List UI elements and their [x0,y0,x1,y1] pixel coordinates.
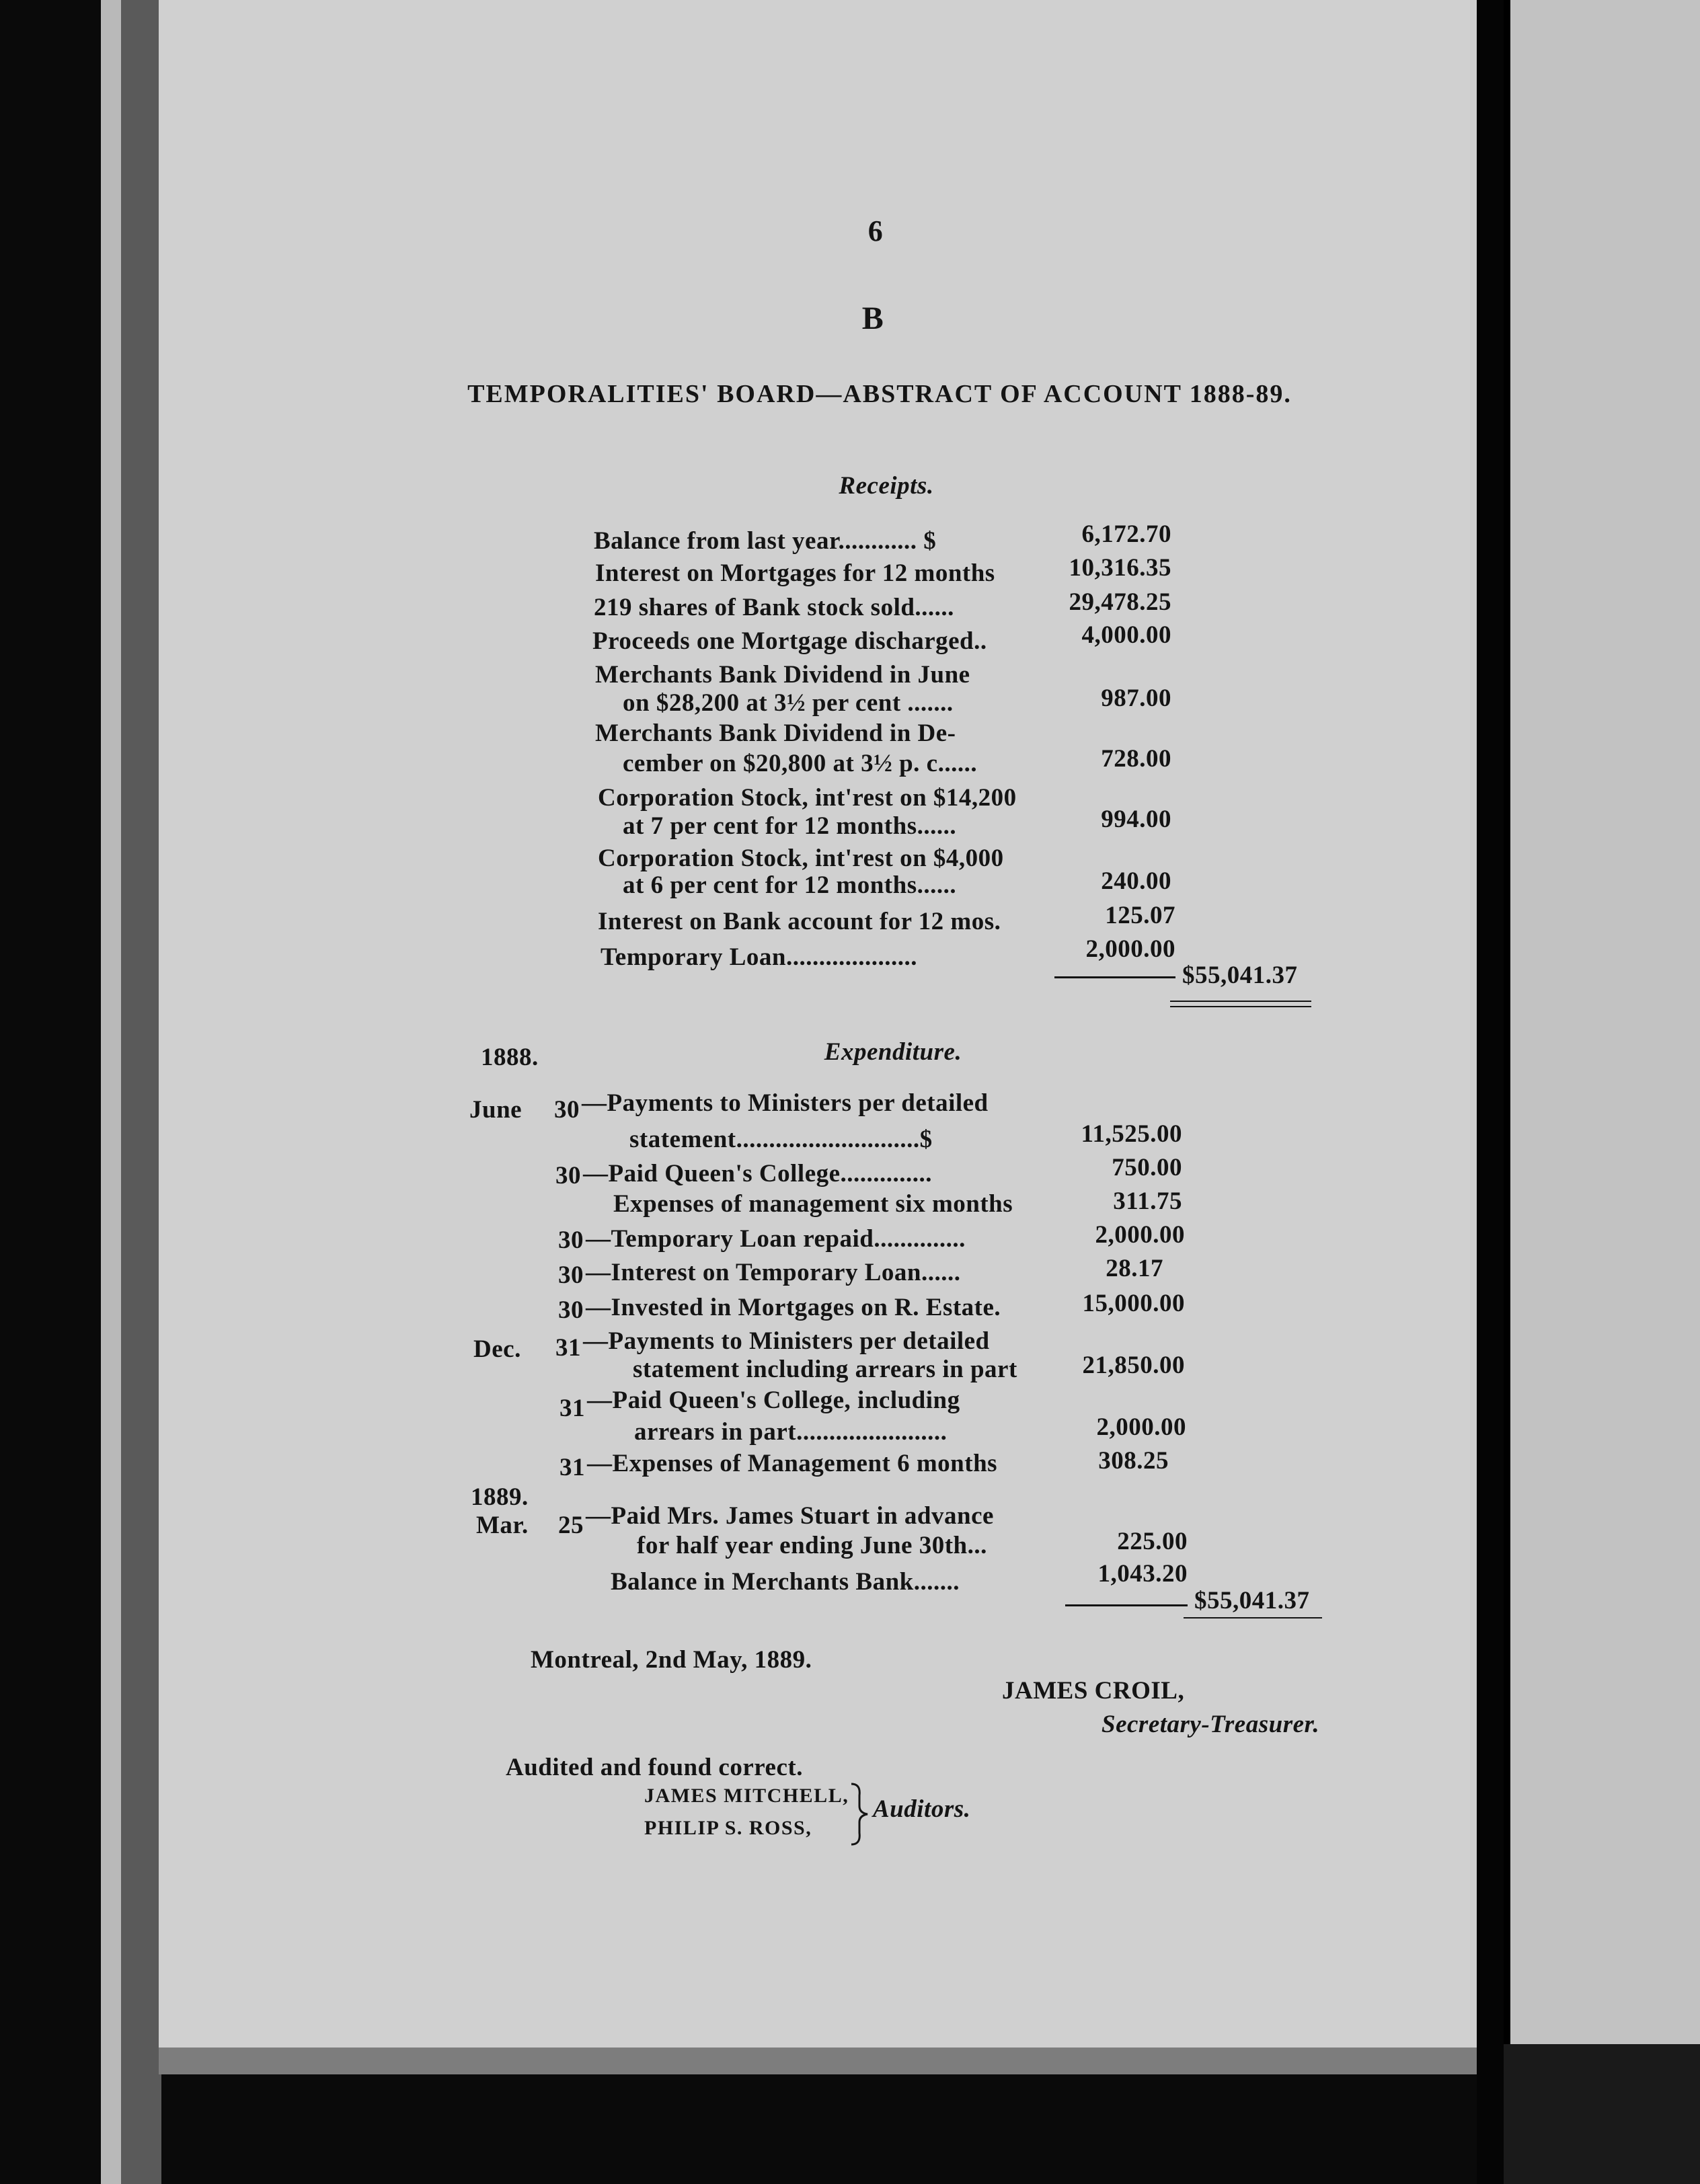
receipt-line-text: on $28,200 at 3½ per cent ....... [623,689,954,717]
expenditure-line-amount: 308.25 [1098,1447,1169,1475]
expenditure-line-amount: 21,850.00 [1082,1352,1185,1379]
page-bottom-edge [159,2048,1477,2074]
expenditure-line-text: arrears in part....................... [634,1418,948,1446]
expenditure-day: 30 [558,1226,584,1254]
expenditure-line-text: —Expenses of Management 6 months [587,1450,998,1477]
expenditure-line-text: —Paid Queen's College, including [587,1387,960,1414]
expenditure-line-amount: 11,525.00 [1081,1120,1182,1148]
expenditure-month: June [469,1096,523,1124]
receipt-line-text: Interest on Bank account for 12 mos. [598,908,1001,935]
expenditure-total-rule [1184,1617,1322,1618]
receipt-line-amount: 4,000.00 [1081,621,1171,649]
receipt-line-text: 219 shares of Bank stock sold...... [594,594,954,621]
expenditure-line-text: —Payments to Ministers per detailed [583,1327,990,1355]
receipts-heading: Receipts. [839,472,934,500]
expenditure-line-amount: 2,000.00 [1095,1221,1185,1249]
expenditure-year-1888: 1888. [481,1044,539,1071]
place-date: Montreal, 2nd May, 1889. [531,1646,812,1674]
expenditure-day: 25 [558,1512,584,1539]
receipt-line-text: Temporary Loan.................... [601,943,917,971]
expenditure-line-text: —Paid Queen's College.............. [583,1160,933,1187]
expenditure-line-text: statement including arrears in part [633,1356,1017,1383]
receipt-line-amount: 987.00 [1101,685,1171,712]
scan-left-margin [101,0,121,2184]
signatory-title: Secretary-Treasurer. [1102,1711,1320,1738]
receipt-line-amount: 6,172.70 [1081,520,1171,548]
expenditure-line-text: for half year ending June 30th... [637,1532,987,1559]
receipt-line-amount: 2,000.00 [1085,935,1175,963]
expenditure-year-1889: 1889. [471,1483,529,1511]
auditors-label: Auditors. [873,1795,971,1823]
receipt-line-amount: 125.07 [1105,902,1175,929]
auditor-name: PHILIP S. ROSS, [644,1817,812,1839]
expenditure-line-text: —Interest on Temporary Loan...... [586,1259,961,1286]
expenditure-line-amount: 311.75 [1113,1187,1182,1215]
expenditure-line-amount: 1,043.20 [1097,1560,1188,1588]
expenditure-month: Dec. [473,1335,521,1363]
audit-statement: Audited and found correct. [506,1754,803,1781]
expenditure-line-text: —Paid Mrs. James Stuart in advance [586,1502,994,1530]
receipt-line-text: Interest on Mortgages for 12 months [595,559,995,587]
receipts-subtotal-rule [1054,976,1175,978]
receipt-line-amount: 994.00 [1101,806,1171,833]
expenditure-heading: Expenditure. [824,1038,962,1066]
expenditure-line-text: —Temporary Loan repaid.............. [586,1225,966,1253]
expenditure-line-amount: 2,000.00 [1096,1413,1186,1441]
scan-right-shadow [1477,0,1504,2184]
expenditure-subtotal-rule [1065,1604,1188,1606]
receipt-line-text: Merchants Bank Dividend in De- [595,719,956,747]
receipt-line-amount: 728.00 [1101,745,1171,773]
facing-page-strip [1504,0,1700,2184]
auditors-brace-icon [849,1782,872,1846]
auditor-name: JAMES MITCHELL, [644,1785,849,1807]
section-letter: B [861,301,884,336]
signatory-name: JAMES CROIL, [1002,1677,1185,1705]
document-title: TEMPORALITIES' BOARD—ABSTRACT OF ACCOUNT 1888-89. [467,380,1292,408]
receipt-line-amount: 240.00 [1101,867,1171,895]
receipt-line-text: Proceeds one Mortgage discharged.. [592,627,987,655]
expenditure-line-amount: 15,000.00 [1082,1290,1185,1317]
expenditure-line-amount: 750.00 [1112,1154,1182,1181]
expenditure-total: $55,041.37 [1194,1587,1310,1614]
expenditure-line-text: statement............................$ [629,1126,933,1153]
expenditure-day: 30 [554,1096,580,1124]
receipt-line-text: Corporation Stock, int'rest on $4,000 [598,845,1004,872]
receipt-line-amount: 10,316.35 [1069,554,1171,582]
receipt-line-text: Balance from last year............ $ [594,527,937,555]
expenditure-month: Mar. [476,1512,529,1539]
receipt-line-text: Corporation Stock, int'rest on $14,200 [598,784,1017,812]
expenditure-day: 30 [555,1162,581,1190]
receipt-line-text: at 6 per cent for 12 months...... [623,871,957,899]
expenditure-line-amount: 225.00 [1117,1528,1188,1555]
receipts-total-rule-1 [1170,1001,1311,1002]
receipt-line-amount: 29,478.25 [1069,588,1171,616]
receipts-total: $55,041.37 [1182,962,1298,989]
scan-binding-shadow [121,0,161,2184]
expenditure-line-text: Expenses of management six months [613,1190,1013,1218]
receipt-line-text: at 7 per cent for 12 months...... [623,812,957,840]
page-number: 6 [867,214,884,247]
expenditure-line-text: Balance in Merchants Bank....... [611,1568,960,1596]
expenditure-day: 30 [558,1296,584,1324]
scan-bottom-right-shadow [1504,2044,1700,2184]
receipt-line-text: Merchants Bank Dividend in June [595,661,970,689]
expenditure-day: 31 [555,1334,581,1362]
receipt-line-text: cember on $20,800 at 3½ p. c...... [623,750,978,777]
document-page [159,0,1477,2048]
expenditure-line-text: —Invested in Mortgages on R. Estate. [586,1294,1001,1321]
expenditure-day: 31 [559,1454,585,1481]
expenditure-day: 30 [558,1261,584,1289]
expenditure-day: 31 [559,1395,585,1422]
expenditure-line-amount: 28.17 [1106,1255,1163,1282]
expenditure-line-text: —Payments to Ministers per detailed [582,1089,989,1117]
receipts-total-rule-2 [1170,1006,1311,1007]
page-gutter [1504,0,1510,2184]
